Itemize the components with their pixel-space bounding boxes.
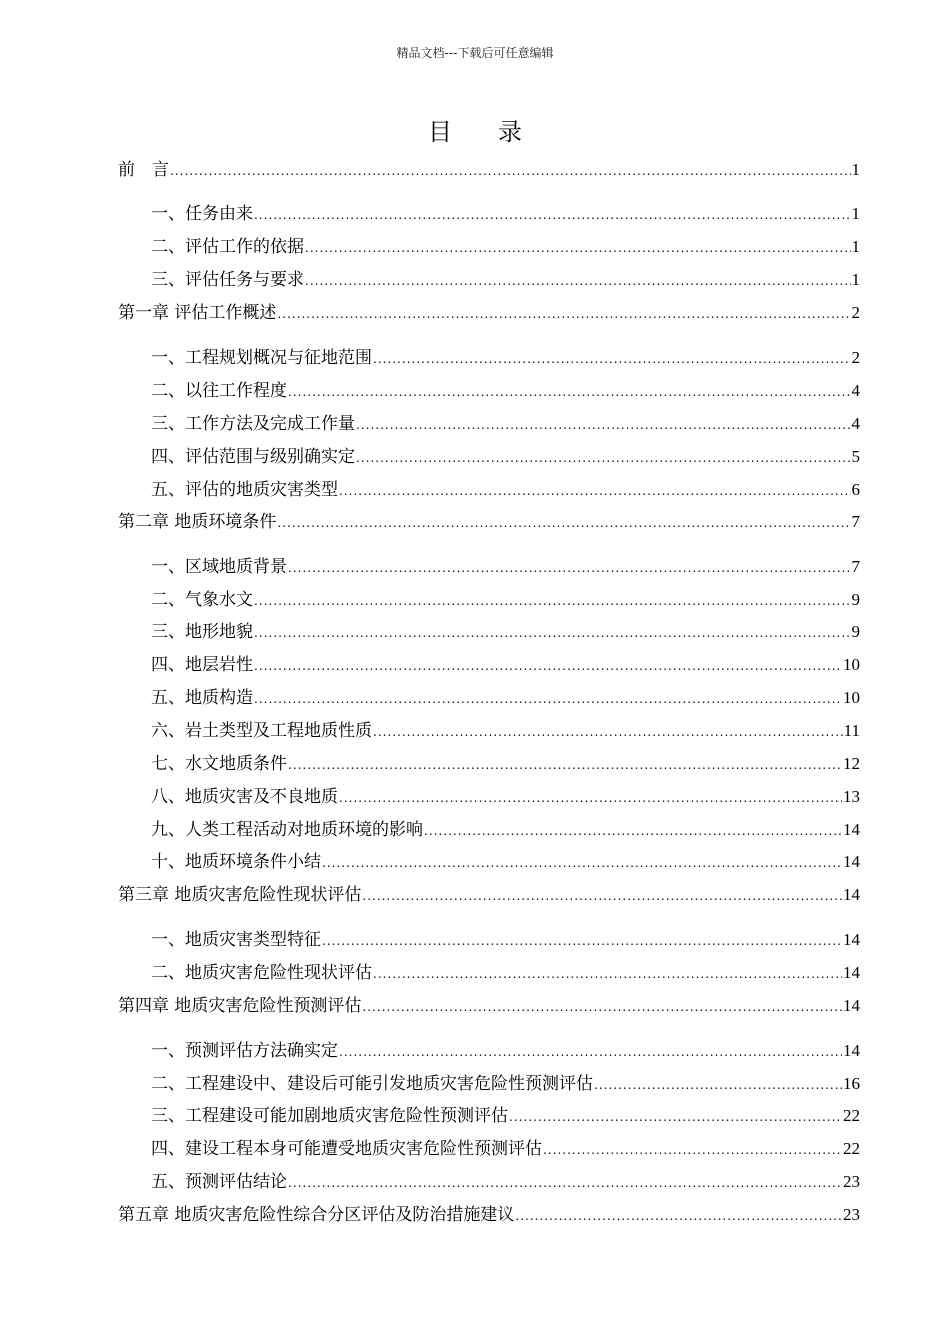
toc-dot-leader: [594, 1072, 842, 1098]
toc-dot-leader: [339, 785, 842, 811]
toc-page-number: 22: [843, 1139, 860, 1158]
toc-entry[interactable]: [118, 882, 860, 908]
toc-dot-leader: [339, 478, 851, 504]
toc-dot-leader: [322, 850, 842, 876]
toc-entry-label: 一、工程规划概况与征地范围: [151, 348, 372, 368]
toc-entry-label: 前 言: [118, 160, 169, 180]
toc-dot-leader: [305, 268, 851, 294]
toc-dot-leader: [424, 818, 842, 844]
toc-subentry[interactable]: [151, 1169, 860, 1195]
toc-entry[interactable]: [118, 509, 860, 535]
toc-entry[interactable]: [118, 993, 860, 1019]
toc-subentry[interactable]: [151, 234, 860, 260]
toc-subentry[interactable]: [151, 784, 860, 810]
toc-entry-label: 第一章 评估工作概述: [118, 303, 277, 323]
page-header: 精品文档---下载后可任意编辑: [396, 46, 554, 60]
toc-entry[interactable]: [118, 300, 860, 326]
toc-page-number: 23: [843, 1172, 860, 1191]
toc-dot-leader: [362, 994, 842, 1020]
toc-entry-label: 五、预测评估结论: [151, 1172, 287, 1192]
toc-page-number: 9: [851, 622, 860, 641]
toc-entry-label: 第三章 地质灾害危险性现状评估: [118, 885, 362, 905]
toc-page-number: 14: [843, 930, 860, 949]
toc-entry[interactable]: [118, 1202, 860, 1228]
toc-subentry[interactable]: [151, 554, 860, 580]
toc-page-number: 2: [851, 303, 860, 322]
toc-page-number: 4: [851, 414, 860, 433]
toc-dot-leader: [288, 1170, 842, 1196]
toc-dot-leader: [373, 346, 851, 372]
toc-dot-leader: [170, 158, 851, 184]
toc-subentry[interactable]: [151, 1038, 860, 1064]
toc-subentry[interactable]: [151, 477, 860, 503]
toc-dot-leader: [356, 412, 851, 438]
toc-subentry[interactable]: [151, 751, 860, 777]
toc-subentry[interactable]: [151, 619, 860, 645]
toc-subentry[interactable]: [151, 378, 860, 404]
title-char-1: 目: [428, 118, 452, 146]
toc-entry-label: 四、建设工程本身可能遭受地质灾害危险性预测评估: [151, 1139, 542, 1159]
toc-page-number: 1: [851, 160, 860, 179]
toc-entry-label: 第五章 地质灾害危险性综合分区评估及防治措施建议: [118, 1205, 515, 1225]
toc-dot-leader: [509, 1104, 842, 1130]
toc-page-number: 14: [843, 1041, 860, 1060]
toc-entry-label: 十、地质环境条件小结: [151, 852, 321, 872]
toc-dot-leader: [288, 379, 851, 405]
toc-entry-label: 三、工程建设可能加剧地质灾害危险性预测评估: [151, 1106, 508, 1126]
toc-entry-label: 二、以往工作程度: [151, 381, 287, 401]
toc-page-number: 4: [851, 381, 860, 400]
toc-entry-label: 四、评估范围与级别确实定: [151, 447, 355, 467]
toc-page-number: 10: [843, 655, 860, 674]
toc-page-number: 16: [843, 1074, 860, 1093]
toc-subentry[interactable]: [151, 201, 860, 227]
toc-page-number: 1: [851, 270, 860, 289]
toc-subentry[interactable]: [151, 685, 860, 711]
toc-page-number: 10: [843, 688, 860, 707]
toc-page-number: 5: [851, 447, 860, 466]
toc-page-number: 23: [843, 1205, 860, 1224]
title-char-2: 录: [498, 118, 522, 146]
toc-entry-label: 第四章 地质灾害危险性预测评估: [118, 996, 362, 1016]
toc-subentry[interactable]: [151, 817, 860, 843]
toc-subentry[interactable]: [151, 927, 860, 953]
toc-entry-label: 二、工程建设中、建设后可能引发地质灾害危险性预测评估: [151, 1074, 593, 1094]
toc-entry-label: 二、评估工作的依据: [151, 237, 304, 257]
toc-page-number: 2: [851, 348, 860, 367]
toc-dot-leader: [322, 928, 842, 954]
toc-entry-label: 八、地质灾害及不良地质: [151, 787, 338, 807]
toc-dot-leader: [362, 883, 842, 909]
toc-page-number: 1: [851, 237, 860, 256]
toc-dot-leader: [254, 620, 851, 646]
toc-dot-leader: [254, 588, 851, 614]
toc-dot-leader: [254, 202, 851, 228]
toc-subentry[interactable]: [151, 444, 860, 470]
toc-entry-label: 五、地质构造: [151, 688, 253, 708]
toc-entry-label: 五、评估的地质灾害类型: [151, 480, 338, 500]
toc-entry-label: 第二章 地质环境条件: [118, 512, 277, 532]
toc-dot-leader: [305, 235, 851, 261]
toc-entry-label: 一、区域地质背景: [151, 557, 287, 577]
toc-subentry[interactable]: [151, 652, 860, 678]
toc-entry-label: 二、气象水文: [151, 590, 253, 610]
toc-dot-leader: [339, 1039, 842, 1065]
toc-dot-leader: [515, 1203, 842, 1229]
toc-dot-leader: [254, 653, 842, 679]
toc-entry-label: 九、人类工程活动对地质环境的影响: [151, 820, 423, 840]
toc-subentry[interactable]: [151, 587, 860, 613]
toc-page-number: 14: [843, 963, 860, 982]
toc-entry-label: 六、岩土类型及工程地质性质: [151, 721, 372, 741]
page-title: [0, 112, 950, 147]
toc-entry-label: 七、水文地质条件: [151, 754, 287, 774]
toc-page-number: 1: [851, 204, 860, 223]
toc-page-number: 9: [851, 590, 860, 609]
toc-page-number: 22: [843, 1106, 860, 1125]
toc-dot-leader: [288, 555, 851, 581]
toc-entry[interactable]: [118, 157, 860, 183]
toc-entry-label: 三、工作方法及完成工作量: [151, 414, 355, 434]
toc-subentry[interactable]: [151, 1103, 860, 1129]
toc-subentry[interactable]: [151, 718, 860, 744]
toc-entry-label: 一、预测评估方法确实定: [151, 1041, 338, 1061]
toc-subentry[interactable]: [151, 345, 860, 371]
toc-dot-leader: [373, 961, 842, 987]
toc-page-number: 6: [851, 480, 860, 499]
toc-dot-leader: [373, 719, 843, 745]
toc-subentry[interactable]: [151, 849, 860, 875]
toc-entry-label: 二、地质灾害危险性现状评估: [151, 963, 372, 983]
toc-subentry[interactable]: [151, 960, 860, 986]
toc-page-number: 14: [843, 996, 860, 1015]
toc-page-number: 14: [843, 852, 860, 871]
toc-entry-label: 一、地质灾害类型特征: [151, 930, 321, 950]
toc-page-number: 12: [843, 754, 860, 773]
toc-subentry[interactable]: [151, 1136, 860, 1162]
toc-page-number: 14: [843, 820, 860, 839]
toc-dot-leader: [356, 445, 851, 471]
toc-dot-leader: [277, 301, 850, 327]
toc-page-number: 7: [851, 512, 860, 531]
toc-dot-leader: [543, 1137, 842, 1163]
toc-subentry[interactable]: [151, 1071, 860, 1097]
toc-dot-leader: [288, 752, 842, 778]
toc-dot-leader: [254, 686, 842, 712]
toc-entry-label: 三、评估任务与要求: [151, 270, 304, 290]
toc-dot-leader: [277, 510, 850, 536]
toc-entry-label: 四、地层岩性: [151, 655, 253, 675]
toc-page-number: 7: [851, 557, 860, 576]
toc-entry-label: 一、任务由来: [151, 204, 253, 224]
toc-subentry[interactable]: [151, 267, 860, 293]
toc-page-number: 13: [843, 787, 860, 806]
toc-entry-label: 三、地形地貌: [151, 622, 253, 642]
toc-page-number: 14: [843, 885, 860, 904]
toc-subentry[interactable]: [151, 411, 860, 437]
toc-page-number: 11: [843, 721, 860, 740]
